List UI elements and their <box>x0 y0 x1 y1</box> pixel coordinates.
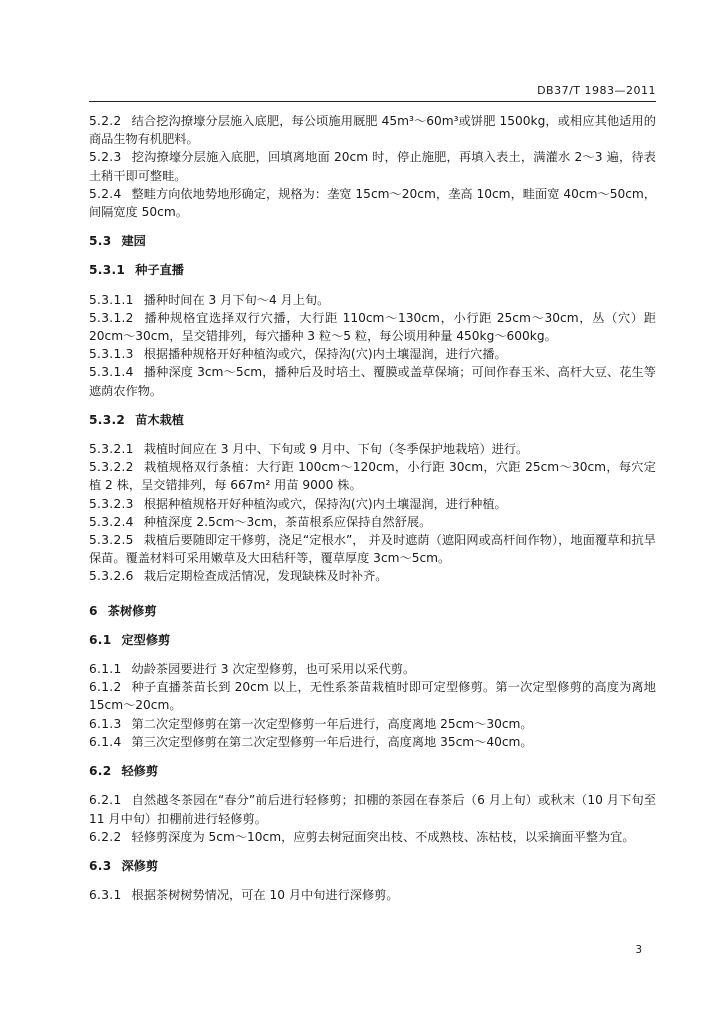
clause-paragraph <box>89 828 656 846</box>
clause-text: 第二次定型修剪在第一次定型修剪一年后进行，高度离地 25cm～30cm。 <box>131 716 533 731</box>
clause-number: 5.3.2.6 <box>89 569 134 584</box>
section-heading <box>89 261 656 279</box>
document-body <box>89 112 656 904</box>
clause-text: 种子直播茶苗长到 20cm 以上，无性系茶苗栽植时即可定型修剪。第一次定型修剪的高度为离地15cm～20cm。 <box>89 680 656 713</box>
clause-number: 6.3.1 <box>89 888 122 903</box>
page-number: 3 <box>635 944 642 956</box>
clause-number: 5.2.4 <box>89 186 122 201</box>
spacer <box>89 751 656 762</box>
section-heading <box>89 602 656 620</box>
clause-number: 6.1.3 <box>89 716 122 731</box>
spacer <box>89 649 656 660</box>
clause-paragraph <box>89 660 656 678</box>
section-heading <box>89 857 656 875</box>
heading-text: 深修剪 <box>121 858 159 873</box>
clause-number: 5.3.2 <box>89 412 126 427</box>
clause-number: 6.1.4 <box>89 734 122 749</box>
spacer <box>89 875 656 886</box>
spacer <box>89 429 656 440</box>
clause-text: 根据茶树树势情况，可在 10 月中旬进行深修剪。 <box>131 888 399 903</box>
heading-text: 苗木栽植 <box>135 412 184 427</box>
spacer <box>89 780 656 791</box>
clause-paragraph <box>89 345 656 363</box>
clause-paragraph <box>89 715 656 733</box>
clause-text: 栽植时间应在 3 月中、下旬或 9 月中、下旬（冬季保护地栽培）进行。 <box>143 442 529 457</box>
clause-number: 6.3 <box>89 858 112 873</box>
spacer <box>89 620 656 631</box>
clause-paragraph <box>89 513 656 531</box>
spacer <box>89 280 656 291</box>
spacer <box>89 250 656 261</box>
clause-number: 5.3.2.4 <box>89 514 134 529</box>
clause-text: 栽植规格双行条植：大行距 100cm～120cm，小行距 30cm，穴距 25cm～30cm，每穴定植 2 株，呈交错排列，每 667m² 用苗 9000 株。 <box>89 460 656 493</box>
heading-text: 定型修剪 <box>121 632 171 647</box>
clause-paragraph <box>89 440 656 458</box>
spacer <box>89 400 656 411</box>
clause-text: 播种规格宜选择双行穴播，大行距 110cm～130cm，小行距 25cm～30cm，丛（穴）距 20cm～30cm，呈交错排列，每穴播种 3 粒～5 粒，每公顷用种量 450kg～600kg。 <box>89 310 656 344</box>
clause-text: 整畦方向依地势地形确定，规格为：垄宽 15cm～20cm，垄高 10cm，畦面宽 40cm～50cm，间隔宽度 50cm。 <box>89 186 656 220</box>
clause-number: 5.3.1.1 <box>89 292 134 307</box>
spacer <box>89 846 656 857</box>
clause-number: 6.2.1 <box>89 793 122 808</box>
clause-number: 5.2.2 <box>89 114 122 128</box>
heading-text: 轻修剪 <box>121 764 159 779</box>
clause-text: 播种深度 3cm～5cm，播种后及时培土、覆膜或盖草保墒；可间作春玉米、高杆大豆、花生等遮荫农作物。 <box>89 365 656 398</box>
heading-text: 建园 <box>121 234 146 249</box>
clause-paragraph <box>89 185 656 221</box>
clause-number: 6.2.2 <box>89 829 122 844</box>
clause-number: 5.3 <box>89 234 112 249</box>
section-heading <box>89 232 656 250</box>
section-heading <box>89 762 656 780</box>
clause-number: 5.3.1.4 <box>89 365 134 380</box>
clause-text: 栽植后要随即定干修剪，浇足“定根水”， 并及时遮荫（遮阳网或高杆间作物），地面覆草和抗旱保苗。覆盖材料可采用嫩草及大田秸秆等，覆草厚度 3cm～5cm。 <box>89 533 656 566</box>
clause-number: 5.3.2.1 <box>89 442 134 457</box>
clause-text: 种植深度 2.5cm～3cm，茶苗根系应保持自然舒展。 <box>143 514 432 529</box>
clause-text: 轻修剪深度为 5cm～10cm，应剪去树冠面突出枝、不成熟枝、冻枯枝，以采摘面平整为宜。 <box>131 829 635 844</box>
clause-paragraph <box>89 791 656 827</box>
clause-paragraph <box>89 148 656 184</box>
clause-paragraph <box>89 567 656 585</box>
clause-text: 播种时间在 3 月下旬～4 月上旬。 <box>143 292 330 307</box>
clause-paragraph <box>89 112 656 148</box>
section-heading <box>89 631 656 649</box>
clause-text: 根据播种规格开好种植沟或穴，保持沟(穴)内土壤湿润，进行穴播。 <box>143 347 507 362</box>
clause-text: 结合挖沟撩壕分层施入底肥，每公顷施用厩肥 45m³～60m³或饼肥 1500kg，或相应其他适用的商品生物有机肥料。 <box>89 114 656 147</box>
clause-text: 根据种植规格开好种植沟或穴，保持沟(穴)内土壤湿润，进行种植。 <box>143 496 507 511</box>
clause-paragraph <box>89 531 656 567</box>
clause-paragraph <box>89 291 656 309</box>
document-code: DB37/T 1983—2011 <box>537 84 656 97</box>
clause-number: 5.2.3 <box>89 150 122 165</box>
clause-number: 5.3.1.2 <box>89 310 134 325</box>
clause-paragraph <box>89 886 656 904</box>
heading-text: 茶树修剪 <box>107 603 157 618</box>
clause-text: 挖沟撩壕分层施入底肥，回填离地面 20cm 时，停止施肥，再填入表土，满灌水 2～3 遍，待表土稍干即可整畦。 <box>89 150 656 183</box>
clause-number: 6.1 <box>89 632 112 647</box>
clause-text: 幼龄茶园要进行 3 次定型修剪，也可采用以采代剪。 <box>131 662 416 677</box>
clause-number: 5.3.1.3 <box>89 347 134 362</box>
clause-number: 6.1.2 <box>89 680 122 695</box>
section-heading <box>89 411 656 429</box>
clause-paragraph <box>89 495 656 513</box>
clause-text: 自然越冬茶园在“春分”前后进行轻修剪；扣棚的茶园在春茶后（6 月上旬）或秋末（10 月下旬至 11 月中旬）扣棚前进行轻修剪。 <box>89 793 656 826</box>
clause-paragraph <box>89 733 656 751</box>
header-rule <box>89 101 656 102</box>
clause-paragraph <box>89 458 656 494</box>
clause-paragraph <box>89 678 656 714</box>
clause-paragraph <box>89 363 656 399</box>
clause-paragraph <box>89 309 656 345</box>
clause-number: 5.3.2.5 <box>89 533 134 548</box>
clause-number: 5.3.2.2 <box>89 460 134 475</box>
spacer <box>89 586 656 602</box>
clause-text: 栽后定期检查成活情况，发现缺株及时补齐。 <box>143 569 388 584</box>
clause-number: 6.2 <box>89 764 112 779</box>
clause-number: 5.3.1 <box>89 263 126 278</box>
clause-text: 第三次定型修剪在第二次定型修剪一年后进行，高度离地 35cm～40cm。 <box>131 734 533 749</box>
clause-number: 5.3.2.3 <box>89 496 134 511</box>
clause-number: 6 <box>89 603 98 618</box>
spacer <box>89 221 656 232</box>
heading-text: 种子直播 <box>135 263 184 278</box>
clause-number: 6.1.1 <box>89 662 122 677</box>
